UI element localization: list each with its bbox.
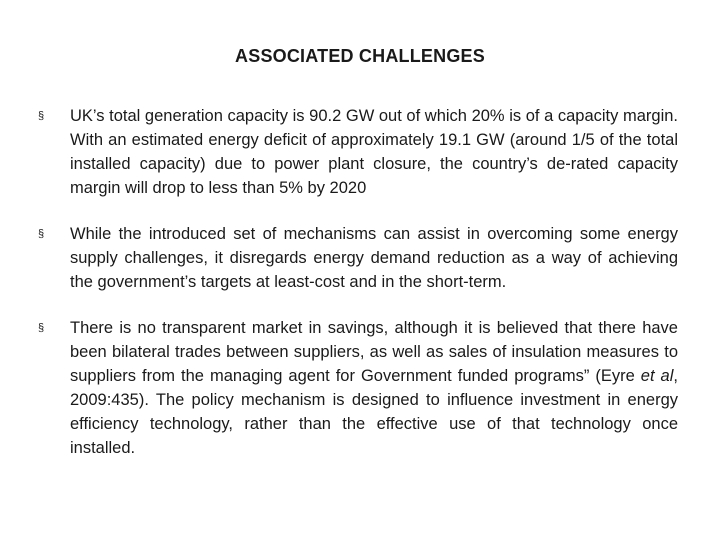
bullet-item-savings-market bbox=[38, 316, 678, 460]
bullet-list bbox=[38, 104, 678, 460]
bullet-text bbox=[70, 316, 678, 460]
bullet-text: While the introduced set of mechanisms can assist in overcoming some energy supply challenges, it disregards energy demand reduction as a way of achieving the government’s targets at least-cost and in the short-term. bbox=[70, 225, 678, 291]
citation-italic: et al bbox=[640, 367, 674, 385]
bullet-text-before: There is no transparent market in savings, although it is believed that there have been bilateral trades between suppliers, as well as sales of insulation measures to suppliers from the managing agent for Government funded programs” (Eyre bbox=[70, 319, 678, 385]
bullet-marker-icon: § bbox=[38, 110, 45, 122]
bullet-marker-icon: § bbox=[38, 322, 45, 334]
bullet-item-mechanisms bbox=[38, 222, 678, 294]
slide-title: ASSOCIATED CHALLENGES bbox=[235, 46, 485, 66]
bullet-marker-icon: § bbox=[38, 228, 45, 240]
bullet-text: UK’s total generation capacity is 90.2 GW out of which 20% is of a capacity margin. With an estimated energy deficit of approximately 19.1 GW (around 1/5 of the total installed capacity) due to power plant closure, the country’s de-rated capacity margin will drop to less than 5% by 2020 bbox=[70, 107, 678, 197]
bullet-item-generation-capacity bbox=[38, 104, 678, 200]
bullet-text-after: , 2009:435). The policy mechanism is designed to influence investment in energy efficiency technology, rather than the effective use of that technology once installed. bbox=[70, 367, 678, 457]
